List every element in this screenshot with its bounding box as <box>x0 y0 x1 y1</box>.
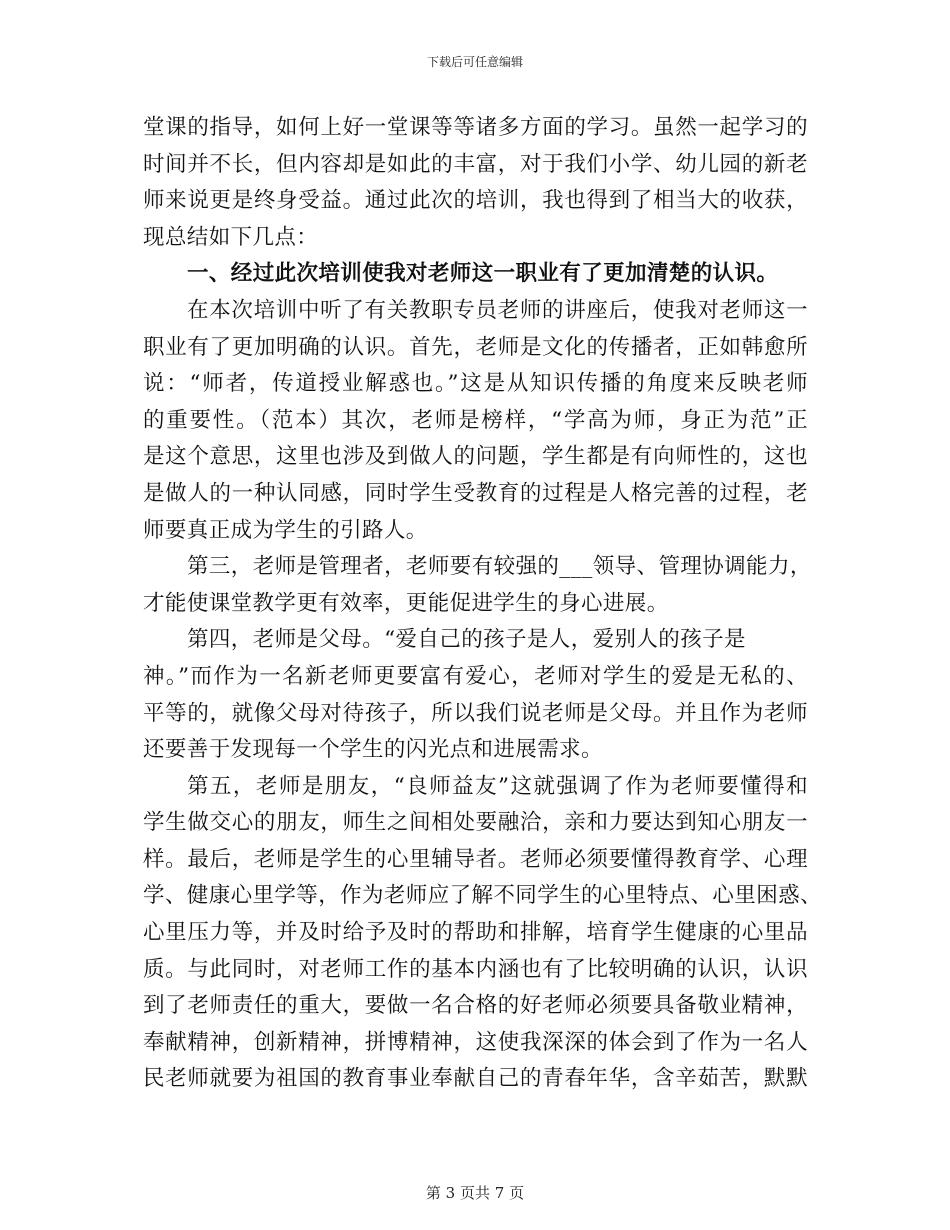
text-line: 心里压力等，并及时给予及时的帮助和排解，培育学生健康的心里品 <box>143 920 808 946</box>
text-line: 堂课的指导，如何上好一堂课等等诸多方面的学习。虽然一起学习的 <box>143 115 808 140</box>
text-line: 神。”而作为一名新老师更要富有爱心，老师对学生的爱是无私的、 <box>143 663 808 689</box>
text-line: 第四，老师是父母。“爱自己的孩子是人，爱别人的孩子是 <box>187 627 746 653</box>
text-line: 第五，老师是朋友，“良师益友”这就强调了作为老师要懂得和 <box>187 773 808 799</box>
text-line: 师要真正成为学生的引路人。 <box>143 517 428 543</box>
text-line: 现总结如下几点： <box>143 224 319 250</box>
section-heading: 一、经过此次培训使我对老师这一职业有了更加清楚的认识。 <box>187 261 779 287</box>
text-line: 是做人的一种认同感，同时学生受教育的过程是人格完善的过程，老 <box>143 480 808 506</box>
text-line: 平等的，就像父母对待孩子，所以我们说老师是父母。并且作为老师 <box>143 700 808 726</box>
text-line: 学生做交心的朋友，师生之间相处要融洽，亲和力要达到知心朋友一 <box>143 810 808 836</box>
text-line: 质。与此同时，对老师工作的基本内涵也有了比较明确的认识，认识 <box>143 956 808 982</box>
text-line: 第三，老师是管理者，老师要有较强的___领导、管理协调能力， <box>187 554 812 580</box>
page-footer: 第 3 页共 7 页 <box>425 1184 525 1202</box>
text-line: 说：“师者，传道授业解惑也。”这是从知识传播的角度来反映老师 <box>143 371 808 397</box>
text-line: 到了老师责任的重大，要做一名合格的好老师必须要具备敬业精神， <box>143 993 808 1019</box>
text-line: 是这个意思，这里也涉及到做人的问题，学生都是有向师性的，这也 <box>143 444 808 470</box>
text-line: 在本次培训中听了有关教职专员老师的讲座后，使我对老师这一 <box>187 297 808 323</box>
text-line: 还要善于发现每一个学生的闪光点和进展需求。 <box>143 737 603 763</box>
text-line: 职业有了更加明确的认识。首先，老师是文化的传播者，正如韩愈所 <box>143 334 808 360</box>
text-line: 才能使课堂教学更有效率，更能促进学生的身心进展。 <box>143 590 669 616</box>
page-header: 下载后可任意编辑 <box>426 55 523 69</box>
text-line: 样。最后，老师是学生的心里辅导者。老师必须要懂得教育学、心理 <box>143 846 808 872</box>
document-body <box>143 110 822 1098</box>
text-line: 民老师就要为祖国的教育事业奉献自己的青春年华，含辛茹苦，默默 <box>143 1066 808 1092</box>
text-line: 学、健康心里学等，作为老师应了解不同学生的心里特点、心里困惑、 <box>143 883 822 909</box>
text-line: 师来说更是终身受益。通过此次的培训，我也得到了相当大的收获， <box>143 188 808 214</box>
text-line: 的重要性。（范本）其次，老师是榜样，“学高为师，身正为范”正 <box>143 407 808 433</box>
text-line: 时间并不长，但内容却是如此的丰富，对于我们小学、幼儿园的新老 <box>143 151 808 177</box>
text-line: 奉献精神，创新精神，拼博精神，这使我深深的体会到了作为一名人 <box>143 1029 808 1055</box>
